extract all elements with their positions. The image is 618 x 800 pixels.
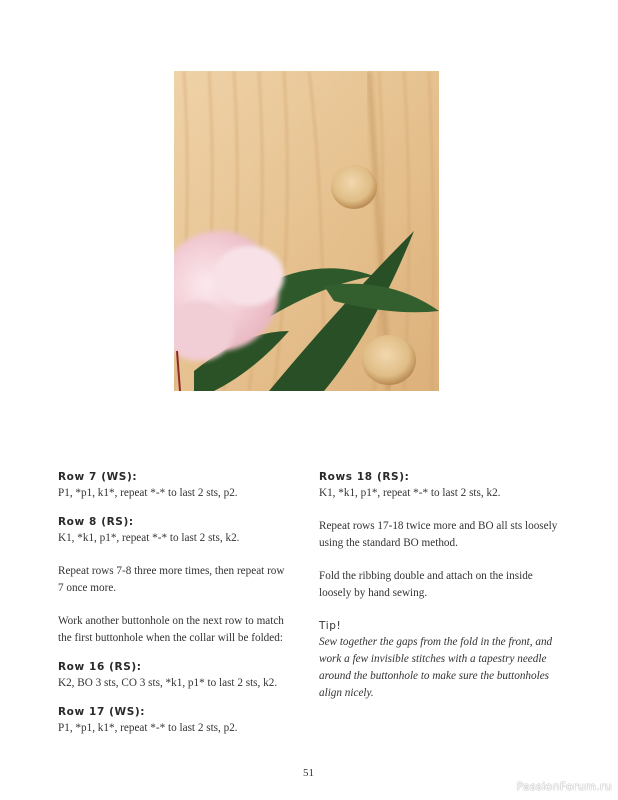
right-column bbox=[319, 470, 579, 702]
repeat-note-line2: 7 once more. bbox=[58, 582, 117, 594]
tip-text-line1: Sew together the gaps from the fold in the front, and bbox=[319, 636, 553, 648]
left-column bbox=[58, 470, 308, 737]
row18-instructions: K1, *k1, p1*, repeat *-* to last 2 sts, k2. bbox=[319, 487, 501, 499]
tip-text-line2: work a few invisible stitches with a tapestry needle bbox=[319, 653, 547, 665]
row17-instructions: P1, *p1, k1*, repeat *-* to last 2 sts, p2. bbox=[58, 722, 238, 734]
row8-heading: Row 8 (RS): bbox=[58, 516, 134, 528]
photo-illustration bbox=[174, 71, 439, 391]
row7-instructions: P1, *p1, k1*, repeat *-* to last 2 sts, p2. bbox=[58, 487, 238, 499]
repeat-note-line1: Repeat rows 7-8 three more times, then repeat row bbox=[58, 565, 285, 577]
page-number: 51 bbox=[303, 767, 314, 779]
fold-note-line1: Fold the ribbing double and attach on the inside bbox=[319, 570, 533, 582]
buttonhole-note-line1: Work another buttonhole on the next row to match bbox=[58, 615, 284, 627]
row16-instructions: K2, BO 3 sts, CO 3 sts, *k1, p1* to last 2 sts, k2. bbox=[58, 677, 278, 689]
buttonhole-note-line2: the first buttonhole when the collar will be folded: bbox=[58, 632, 283, 644]
watermark: PassionForum.ru bbox=[516, 780, 612, 793]
row8-instructions: K1, *k1, p1*, repeat *-* to last 2 sts, k2. bbox=[58, 532, 240, 544]
repeat-bo-note-line1: Repeat rows 17-18 twice more and BO all sts loosely bbox=[319, 520, 558, 532]
row7-heading: Row 7 (WS): bbox=[58, 471, 138, 483]
tip-text-line3: around the buttonhole to make sure the buttonholes bbox=[319, 670, 550, 682]
tip-text-line4: align nicely. bbox=[319, 687, 374, 699]
row18-heading: Rows 18 (RS): bbox=[319, 471, 410, 483]
fold-note-line2: loosely by hand sewing. bbox=[319, 587, 428, 599]
row17-heading: Row 17 (WS): bbox=[58, 706, 146, 718]
tip-label: Tip! bbox=[319, 620, 342, 632]
cardigan-photo bbox=[174, 71, 439, 391]
row16-heading: Row 16 (RS): bbox=[58, 661, 142, 673]
repeat-bo-note-line2: using the standard BO method. bbox=[319, 537, 458, 549]
